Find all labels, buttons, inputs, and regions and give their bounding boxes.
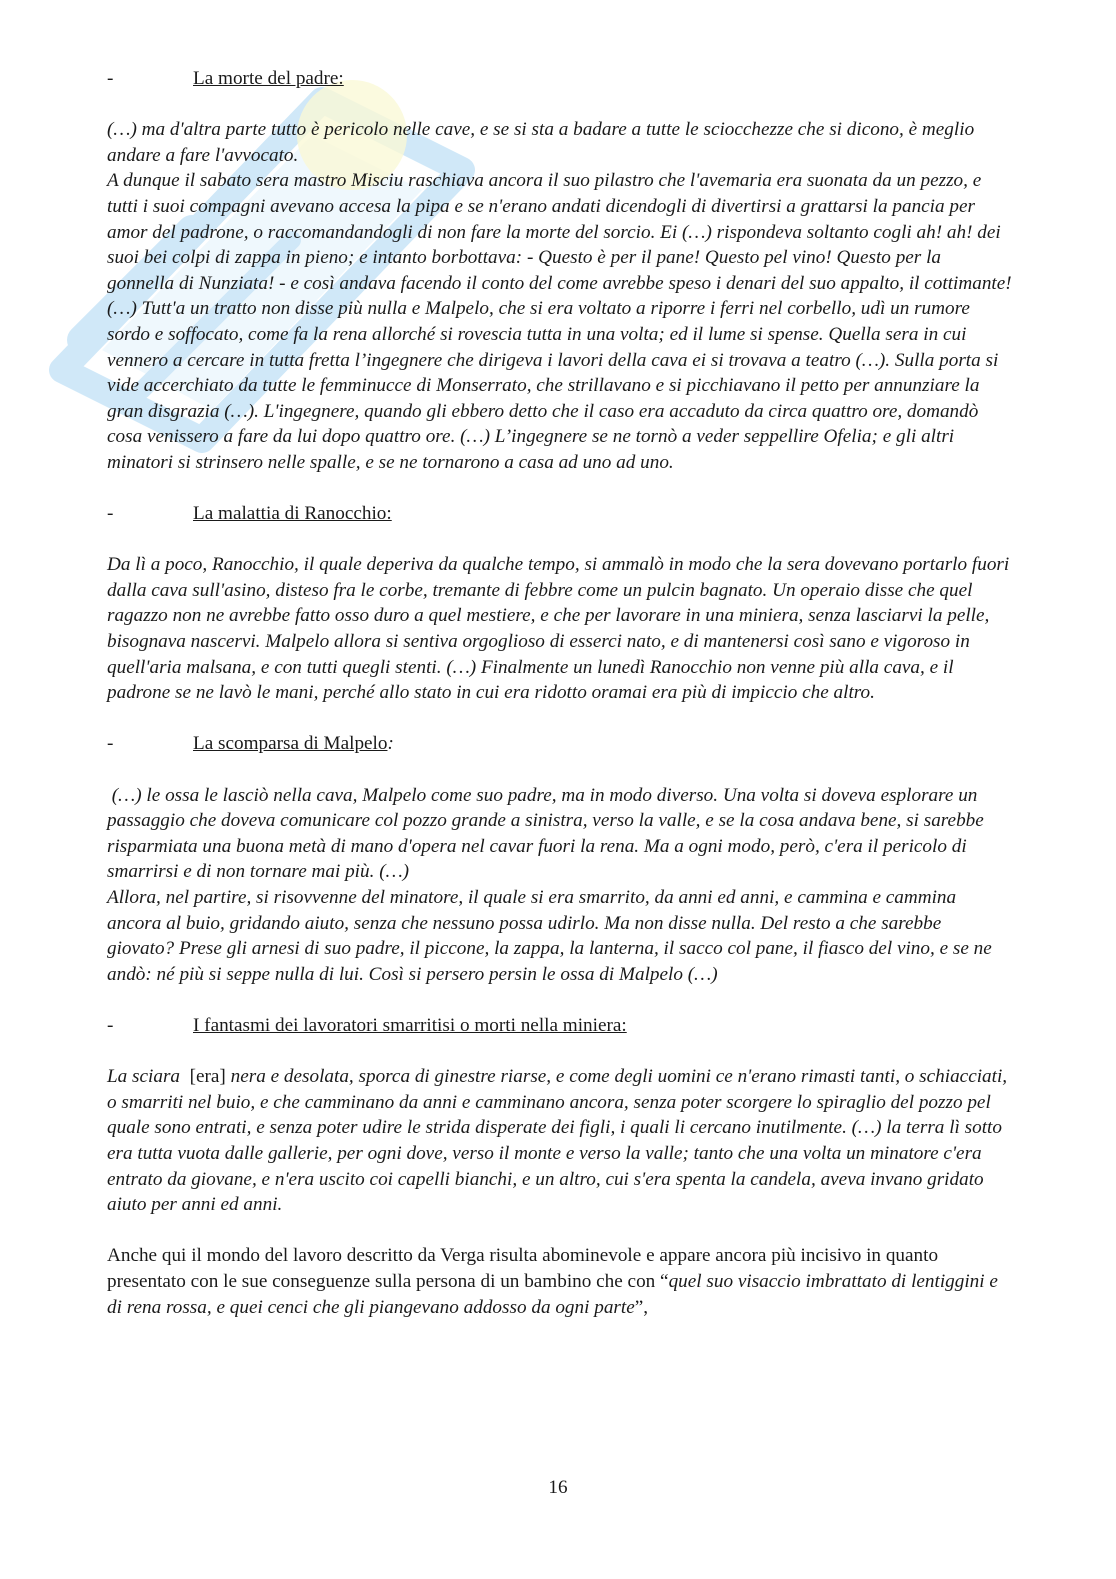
bullet-dash: - (107, 503, 114, 525)
quote-paragraph: (…) le ossa le lasciò nella cava, Malpelo come suo padre, ma in modo diverso. Una volta si doveva esplorare un passaggio che doveva comunicare col pozzo grande a sinistra, verso la valle, e se la cosa andava bene, si sarebbe risparmiata una buona metà di mano d'opera nel cavar fuori la rena. Ma a ogni modo, però, c'era il pericolo di smarrirsi e di non tornare mai più. (…) (107, 784, 989, 883)
section-title: I fantasmi dei lavoratori smarritisi o morti nella miniera: (193, 1014, 627, 1036)
quote-paragraph: (…) ma d'altra parte tutto è pericolo nelle cave, e se si sta a badare a tutte le sciocchezze che si dicono, è meglio andare a fare l'avvocato. (107, 119, 975, 166)
quote-text: La sciara (107, 1066, 190, 1088)
section-title-suffix: : (387, 733, 394, 755)
editorial-insert: [era] (189, 1066, 226, 1088)
quote-paragraph: Da lì a poco, Ranocchio, il quale deperiva da qualche tempo, si ammalò in modo che la sera dovevano portarlo fuori dalla cava sull'asino, disteso fra le corbe, tremante di febbre come un pulcin bagnato. Un operaio disse che quel ragazzo non ne avrebbe fatto osso duro a quel mestiere, e che per lavorare in una miniera, senza lasciarvi la pelle, bisognava nascervi. Malpelo allora si sentiva orgoglioso di esserci nato, e di mantenersi così sano e vigoroso in quell'aria malsana, e con tutti quegli stenti. (…) Finalmente un lunedì Ranocchio non venne più alla cava, e il padrone se ne lavò le mani, perché allo stato in cui era ridotto oramai era più di impiccio che altro. (107, 554, 1010, 704)
commentary-paragraph (107, 1243, 1012, 1320)
section-heading (107, 731, 1012, 757)
quote-text: nera e desolata, sporca di ginestre riarse, e come degli uomini ce n'erano rimasti tanti, o schiacciati, o smarriti nel buio, e che camminano da anni e camminano ancora, senza poter scorgere lo spiraglio del pozzo pel quale sono entrati, e senza poter udire le strida disperate dei figli, i quali li cercano inutilmente. (…) la terra lì sotto era tutta vuota dalle gallerie, per ogni dove, verso il monte e verso la valle; tanto che una volta un minatore c'era entrato da giovane, e n'era uscito coi capelli bianchi, e un altro, cui s'era spenta la candela, aveva invano gridato aiuto per anni ed anni. (107, 1066, 1012, 1216)
inline-quote: quel suo visaccio imbrattato di lentiggini e di rena rossa, e quei cenci che gli piangevano addosso da ogni parte (107, 1270, 998, 1318)
section-heading (107, 1013, 1012, 1039)
section-title: La malattia di Ranocchio: (193, 503, 392, 525)
section-title: La scomparsa di Malpelo (193, 733, 388, 755)
document-page (107, 66, 1012, 1320)
page-number: 16 (548, 1477, 568, 1498)
bullet-dash: - (107, 733, 114, 755)
section-heading (107, 501, 1012, 527)
quote-paragraph: A dunque il sabato sera mastro Misciu raschiava ancora il suo pilastro che l'avemaria era suonata da un pezzo, e tutti i suoi compagni avevano accesa la pipa e se n'erano andati dicendogli di divertirsi a grattarsi la pancia per amor del padrone, o raccomandandogli di non fare la morte del sorcio. Ei (…) rispondeva soltanto cogli ah! ah! dei suoi bei colpi di zappa in pieno; e intanto borbottava: - Questo è per il pane! Questo pel vino! Questo per la gonnella di Nunziata! - e così andava facendo il conto del come avrebbe speso i denari del suo appalto, il cottimante! (…) Tutt'a un tratto non disse più nulla e Malpelo, che si era voltato a riporre i ferri nel corbello, udì un rumore sordo e soffocato, come fa la rena allorché si rovescia tutta in una volta; ed il lume si spense. Quella sera in cui vennero a cercare in tutta fretta l’ingegnere che dirigeva i lavori della cava ei si trovava a teatro (…). Sulla porta si vide accerchiato da tutte le femminucce di Monserrato, che strillavano e si picchiavano il petto per annunziare la gran disgrazia (…). L'ingegnere, quando gli ebbero detto che il caso era accaduto da circa quattro ore, domandò cosa venissero a fare da lui dopo quattro ore. (…) L’ingegnere se ne tornò a veder seppellire Ofelia; e gli altri minatori si strinsero nelle spalle, e se ne tornarono a casa ad uno ad uno. (107, 170, 1012, 473)
commentary-text: Anche qui il mondo del lavoro descritto da Verga risulta abominevole e appare ancora più incisivo in quanto presentato con le sue conseguenze sulla persona di un bambino che con “ (107, 1245, 939, 1292)
quote-paragraph (107, 1064, 1012, 1218)
section-heading (107, 66, 1012, 92)
section-title: La morte del padre: (193, 68, 344, 89)
bullet-dash: - (107, 1014, 114, 1036)
quote-paragraph: Allora, nel partire, si risovvenne del minatore, il quale si era smarrito, da anni ed anni, e cammina e cammina ancora al buio, gridando aiuto, senza che nessuno possa udirlo. Ma non disse nulla. Del resto a che sarebbe giovato? Prese gli arnesi di suo padre, il piccone, la zappa, la lanterna, il sacco col pane, il fiasco del vino, e se ne andò: né più si seppe nulla di lui. Così si persero persin le ossa di Malpelo (…) (107, 887, 992, 985)
commentary-text: ”, (634, 1296, 649, 1318)
bullet-dash: - (107, 68, 114, 89)
